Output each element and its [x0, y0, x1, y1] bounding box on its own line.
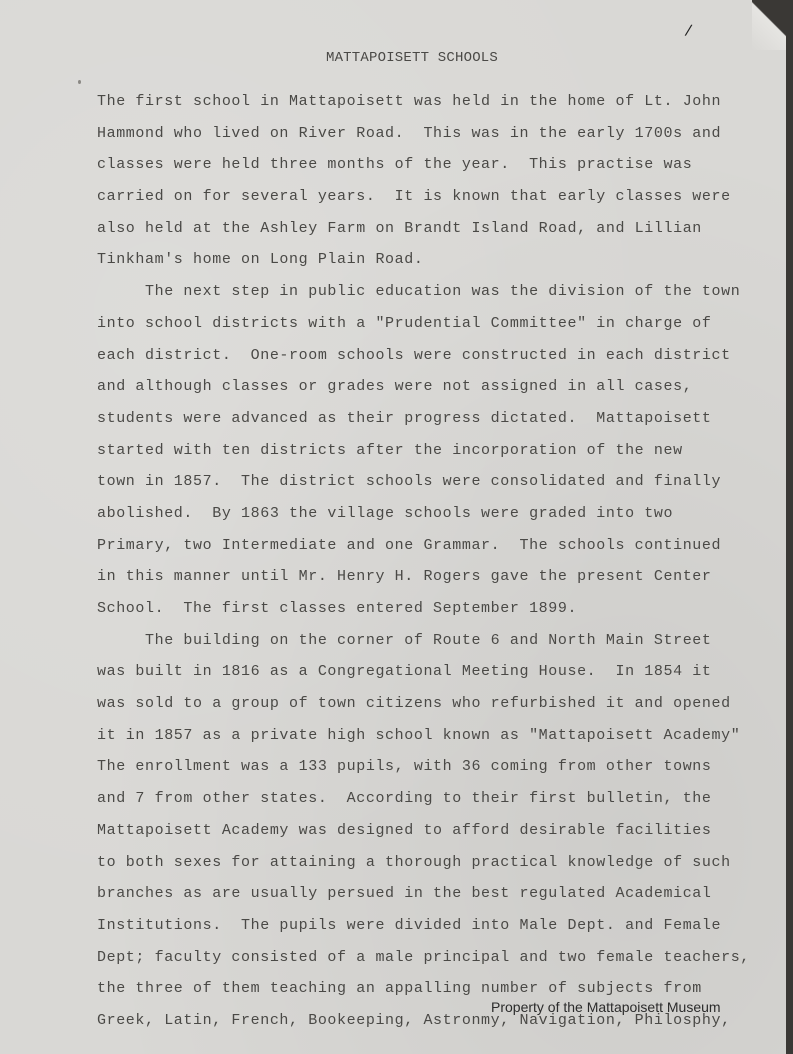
text-line: Tinkham's home on Long Plain Road.	[97, 251, 424, 269]
text-line: branches as are usually persued in the best regulated Academical	[97, 885, 712, 903]
text-line: The enrollment was a 133 pupils, with 36 coming from other towns	[97, 758, 712, 776]
text-line: The building on the corner of Route 6 and North Main Street	[97, 631, 712, 649]
text-line: into school districts with a "Prudential Committee" in charge of	[97, 314, 712, 332]
text-line: town in 1857. The district schools were consolidated and finally	[97, 473, 722, 491]
text-line: the three of them teaching an appalling number of subjects from	[97, 980, 702, 998]
museum-watermark: Property of the Mattapoisett Museum	[491, 999, 721, 1015]
text-line: Greek, Latin, French, Bookeeping, Astronmy, Navigation, Philosphy,	[97, 1011, 731, 1029]
text-line: The next step in public education was the division of the town	[97, 283, 741, 301]
text-line: students were advanced as their progress dictated. Mattapoisett	[97, 409, 712, 427]
text-line: and although classes or grades were not assigned in all cases,	[97, 378, 693, 396]
text-line: The first school in Mattapoisett was held in the home of Lt. John	[97, 93, 722, 110]
text-line: it in 1857 as a private high school known as "Mattapoisett Academy"	[97, 726, 741, 744]
text-line: each district. One-room schools were constructed in each district	[97, 346, 731, 364]
page-corner-fold	[752, 0, 786, 50]
text-line: and 7 from other states. According to their first bulletin, the	[97, 790, 712, 808]
text-line: classes were held three months of the year. This practise was	[97, 156, 693, 174]
text-line: was sold to a group of town citizens who refurbished it and opened	[97, 695, 731, 713]
text-line: Institutions. The pupils were divided into Male Dept. and Female	[97, 916, 722, 934]
text-line: in this manner until Mr. Henry H. Rogers gave the present Center	[97, 568, 712, 586]
text-line: carried on for several years. It is known that early classes were	[97, 188, 731, 206]
text-line: Hammond who lived on River Road. This was in the early 1700s and	[97, 124, 722, 142]
text-line: to both sexes for attaining a thorough practical knowledge of such	[97, 853, 731, 871]
text-line: abolished. By 1863 the village schools were graded into two	[97, 504, 674, 522]
paper-speck	[78, 80, 81, 84]
document-title: MATTAPOISETT SCHOOLS	[325, 50, 499, 66]
text-line: Mattapoisett Academy was designed to afford desirable facilities	[97, 821, 712, 839]
margin-mark: /	[684, 19, 694, 41]
text-line: School. The first classes entered September 1899.	[97, 600, 578, 617]
text-line: also held at the Ashley Farm on Brandt Island Road, and Lillian	[97, 219, 702, 237]
text-line: started with ten districts after the incorporation of the new	[97, 441, 683, 459]
document-body	[97, 86, 777, 1037]
text-line: Dept; faculty consisted of a male principal and two female teachers,	[97, 948, 750, 966]
text-line: Primary, two Intermediate and one Grammar. The schools continued	[97, 536, 722, 554]
text-line: was built in 1816 as a Congregational Meeting House. In 1854 it	[97, 663, 712, 681]
